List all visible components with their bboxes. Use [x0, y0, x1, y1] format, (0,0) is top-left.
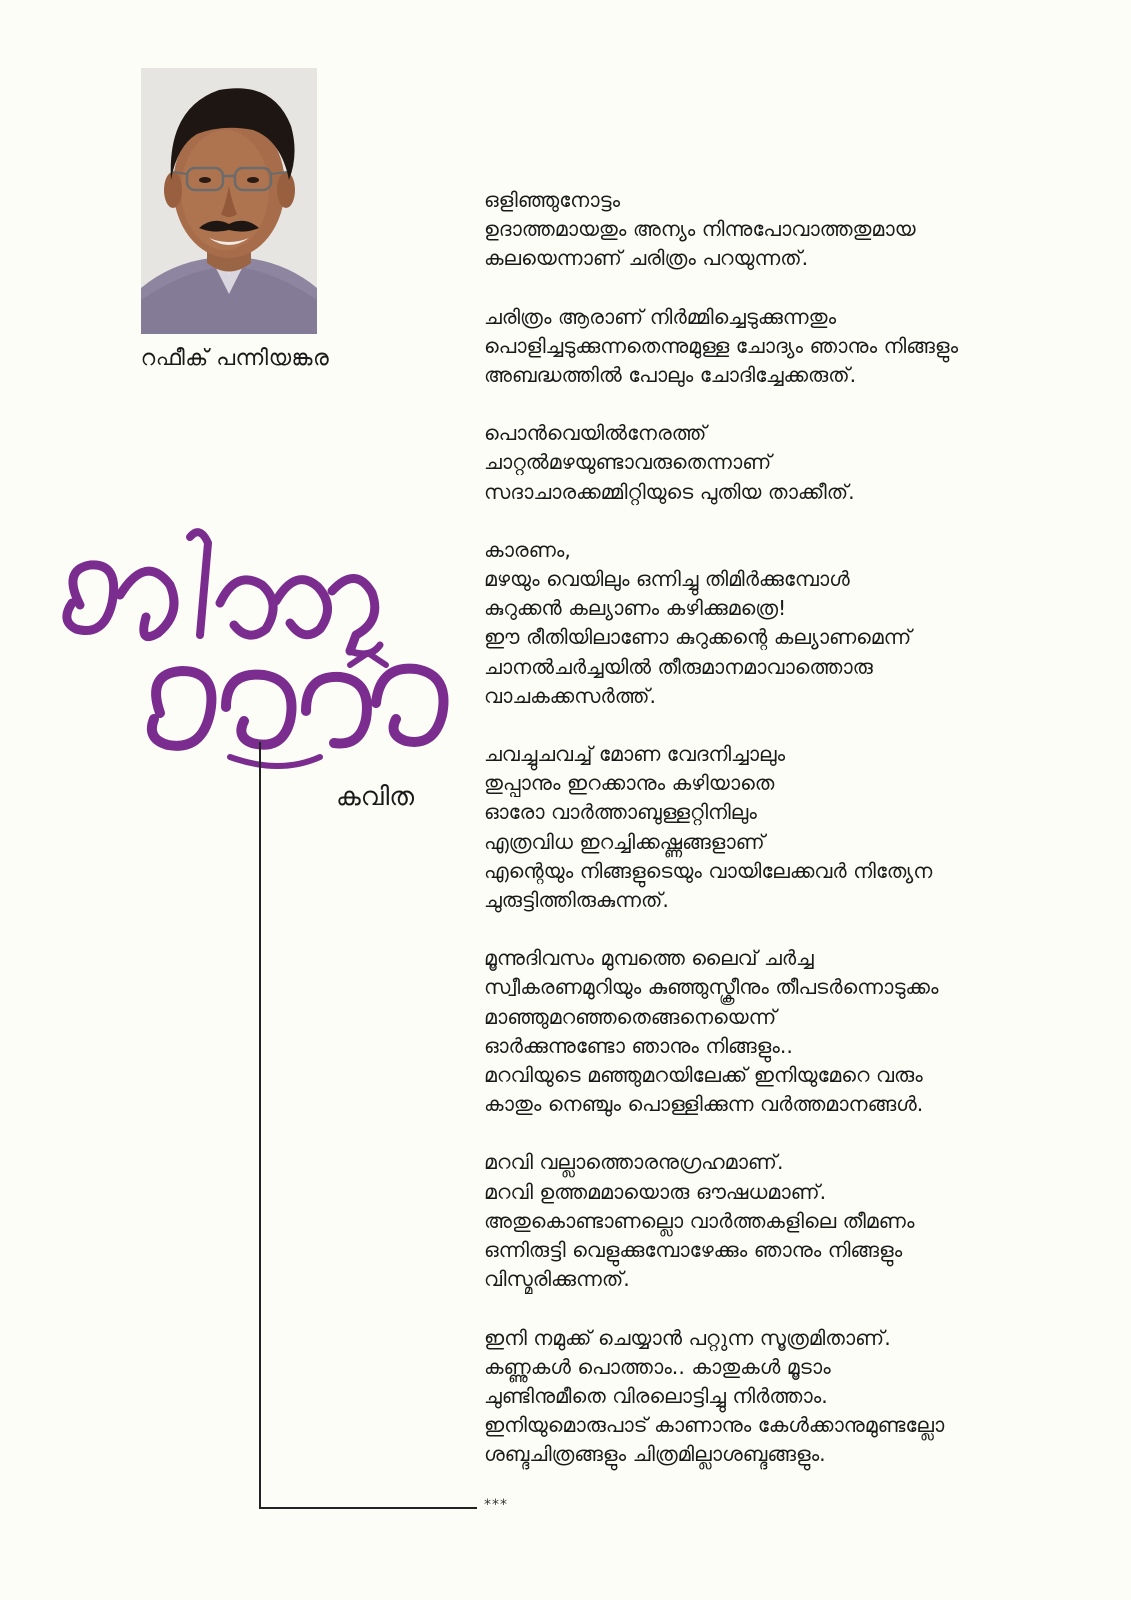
poem-line: വിസ്മരിക്കുന്നത്. [484, 1267, 630, 1292]
poem-line: കുറുക്കൻ കല്യാണം കഴിക്കുമത്രെ! [484, 596, 787, 621]
poem-line: ഇനിയുമൊരുപാട് കാണാനും കേൾക്കാനുമുണ്ടല്ലോ [484, 1413, 945, 1438]
stanza-4 [484, 536, 1104, 711]
stanza-6 [484, 944, 1104, 1119]
author-portrait-illustration [141, 68, 317, 334]
poem-line: ചരിത്രം ആരാണ് നിർമ്മിച്ചെടുക്കുന്നതും [484, 304, 837, 329]
stanza-7 [484, 1148, 1104, 1294]
author-name: റഫീക് പന്നിയങ്കര [140, 346, 330, 371]
poem-line: മറവിയുടെ മഞ്ഞുമറയിലേക്ക് ഇനിയുമേറെ വരും [484, 1063, 923, 1088]
poem-line: ഒളിഞ്ഞുനോട്ടം [484, 188, 621, 212]
poem-line: സ്വീകരണമുറിയും കുഞ്ഞുസ്ക്രീനും തീപടർന്നൊടുക്കം [484, 975, 939, 1000]
poem-line: ശബ്ദചിത്രങ്ങളും ചിത്രമില്ലാശബ്ദങ്ങളും. [484, 1442, 826, 1467]
poem-line: ചാനൽചർച്ചയിൽ തീരുമാനമാവാത്തൊരു [484, 654, 873, 679]
poem-line: ചുണ്ടിനുമീതെ വിരലൊട്ടിച്ചു നിർത്താം. [484, 1383, 828, 1408]
poem-line: ഓരോ വാർത്താബുള്ളറ്റിനിലും [484, 800, 757, 825]
poem-line: കണ്ണുകൾ പൊത്താം.. കാതുകൾ മൂടാം [484, 1354, 831, 1379]
poem-line: മൂന്നുദിവസം മുമ്പത്തെ ലൈവ് ചർച്ച [484, 946, 814, 971]
poem-line: മറവി ഉത്തമമായൊരു ഔഷധമാണ്. [484, 1179, 827, 1204]
poem-line: ഇനി നമുക്ക് ചെയ്യാൻ പറ്റുന്ന സൂത്രമിതാണ്. [484, 1325, 891, 1350]
poem-line: മഴയും വെയിലും ഒന്നിച്ചു തിമിർക്കുമ്പോൾ [484, 567, 850, 592]
poem-line: ചുരുട്ടിത്തിരുകുന്നത്. [484, 888, 669, 913]
stanza-2 [484, 303, 1104, 391]
author-photo [141, 68, 317, 334]
poem-line: മറവി വല്ലാത്തൊരനുഗ്രഹമാണ്. [484, 1150, 784, 1175]
stanza-3 [484, 419, 1104, 507]
poem-line: പൊളിച്ചടുക്കുന്നതെന്നുമുള്ള ചോദ്യം ഞാനും നിങ്ങളും [484, 333, 959, 358]
poem-body [484, 186, 1104, 1499]
vertical-rule [259, 742, 261, 1508]
poem-line: കാതും നെഞ്ചും പൊള്ളിക്കുന്ന വർത്തമാനങ്ങൾ. [484, 1092, 924, 1117]
genre-label: കവിത [336, 782, 415, 812]
poem-line: കലയെന്നാണ് ചരിത്രം പറയുന്നത്. [484, 246, 809, 271]
stanza-5 [484, 740, 1104, 915]
stanza-8 [484, 1324, 1104, 1470]
poem-line: മാഞ്ഞുമറഞ്ഞതെങ്ങനെയെന്ന് [484, 1004, 777, 1029]
poem-line: ഉദാത്തമായതും അന്യം നിന്നുപോവാത്തതുമായ [484, 217, 916, 242]
title-line-1 [50, 525, 57, 526]
end-mark: *** [484, 1497, 508, 1513]
poem-line: ചവച്ചുചവച്ച് മോണ വേദനിച്ചാലും [484, 742, 786, 767]
poem-line: ചാറ്റൽമഴയുണ്ടാവരുതെന്നാണ് [484, 450, 772, 475]
poem-line: പൊൻവെയിൽനേരത്ത് [484, 421, 707, 446]
poem-line: സദാചാരക്കമ്മിറ്റിയുടെ പുതിയ താക്കീത്. [484, 479, 855, 504]
title-line-2 [58, 525, 64, 526]
poem-line: എന്റെയും നിങ്ങളുടെയും വായിലേക്കവർ നിത്യേന [484, 858, 933, 883]
poem-line: എത്രവിധ ഇറച്ചിക്കഷ്ണങ്ങളാണ് [484, 829, 765, 854]
poem-line: കാരണം, [484, 537, 571, 562]
poem-line: അബദ്ധത്തിൽ പോലും ചോദിച്ചേക്കരുത്. [484, 363, 857, 388]
horizontal-rule [259, 1507, 477, 1509]
poem-line: അതുകൊണ്ടാണല്ലൊ വാർത്തകളിലെ തീമണം [484, 1208, 915, 1233]
poem-line: ഈ രീതിയിലാണോ കുറുക്കന്റെ കല്യാണമെന്ന് [484, 625, 912, 650]
poem-line: ഓർക്കുന്നുണ്ടോ ഞാനും നിങ്ങളും.. [484, 1033, 793, 1058]
poem-line: തുപ്പാനും ഇറക്കാനും കഴിയാതെ [484, 771, 775, 796]
poem-line: വാചകക്കസർത്ത്. [484, 683, 657, 708]
stanza-1 [484, 186, 1104, 274]
poem-line: ഒന്നിരുട്ടി വെളുക്കുമ്പോഴേക്കും ഞാനും നിങ്ങളും [484, 1238, 903, 1263]
